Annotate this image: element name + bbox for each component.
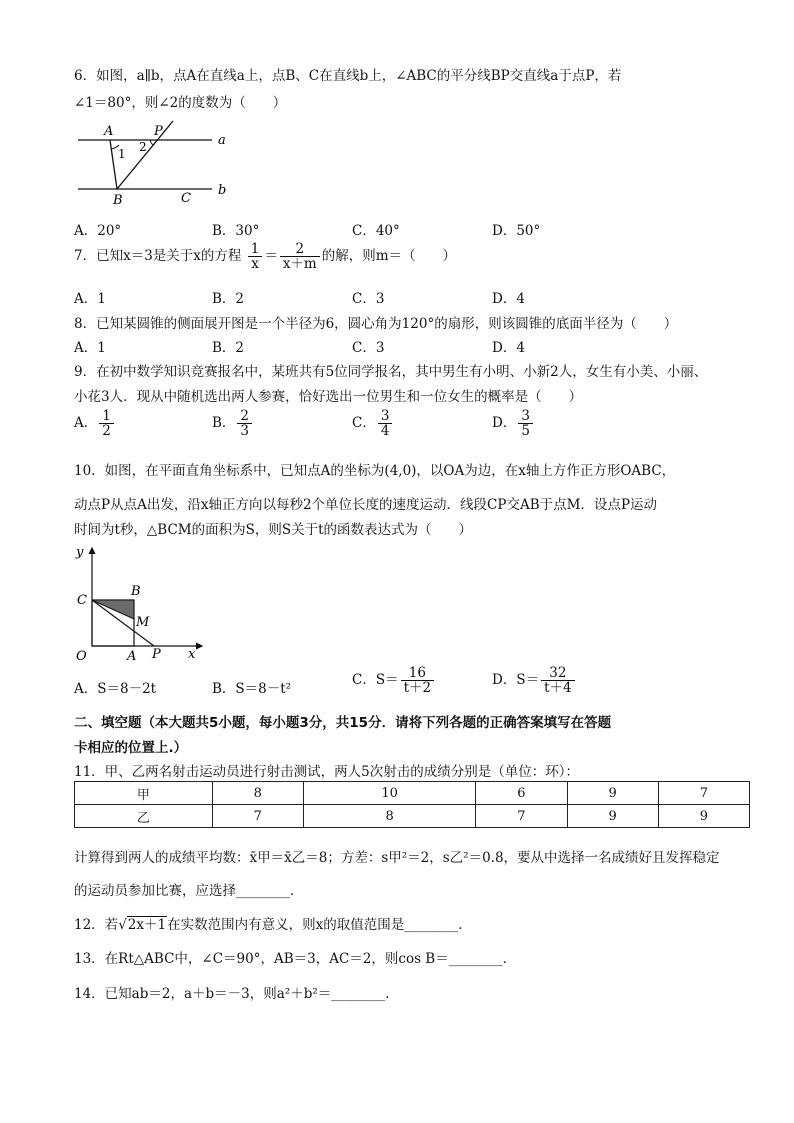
q9-option-a: A． $\frac{1}{2}$ [74,409,116,438]
q10-label-B: B [131,584,141,599]
sqrt-icon: √ [118,917,127,933]
q8-option-a: A．1 [74,340,106,356]
q14-line: 14．已知ab＝2，a＋b＝－3，则a²＋b²＝________． [74,986,399,1002]
q6-label-C: C [181,191,191,206]
q6-option-d: D．50° [492,223,541,239]
q11-intro: 11．甲、乙两名射击运动员进行射击测试，两人5次射击的成绩分别是（单位：环）： [74,764,580,780]
q9-option-b: B． $\frac{2}{3}$ [212,409,254,438]
q8-line: 8．已知某圆锥的侧面展开图是一个半径为6，圆心角为120°的扇形，则该圆锥的底面半径为（ ） [74,316,678,332]
q10-label-O: O [76,649,87,664]
q8-option-b: B．2 [212,340,245,356]
q7-line [74,242,456,271]
table-cell: 8 [303,805,475,828]
q6-line2: ∠1＝80°，则∠2的度数为（ ） [74,95,287,111]
q6-line1: 6．如图，a∥b，点A在直线a上，点B、C在直线b上，∠ABC的平分线BP交直线a于点P，若 [74,68,622,84]
table-cell: 7 [212,805,303,828]
q7-option-d: D．4 [492,291,525,307]
q10-line3: 时间为t秒，△BCM的面积为S，则S关于t的函数表达式为（ ） [74,522,473,538]
q12-radicand: 2x＋1 [127,917,167,933]
table-cell: 9 [567,805,658,828]
q10-label-A: A [127,649,137,664]
q6-option-c: C．40° [352,223,400,239]
q7-option-c: C．3 [352,291,385,307]
q7-option-b: B．2 [212,291,245,307]
q6-label-B: B [113,193,123,208]
q10-figure [72,542,212,664]
q10-line1: 10．如图，在平面直角坐标系中，已知点A的坐标为(4,0)，以OA为边，在x轴上方作正方形OABC， [74,463,676,479]
q10-line2: 动点P从点A出发，沿x轴正方向以每秒2个单位长度的速度运动．线段CP交AB于点M．设点P运动 [74,497,658,513]
q9-line2: 小花3人．现从中随机选出两人参赛，恰好选出一位男生和一位女生的概率是（ ） [74,389,583,405]
q8-option-c: C．3 [352,340,385,356]
section2-line2: 卡相应的位置上.） [74,740,188,756]
q8-option-d: D．4 [492,340,525,356]
q6-label-b: b [218,183,227,198]
table-cell: 8 [212,782,303,805]
q10-option-b: B．S＝8－t² [212,681,292,697]
table-cell: 9 [658,805,749,828]
q10-label-C: C [77,593,87,608]
q7-option-a: A．1 [74,291,106,307]
q10-option-a: A．S＝8－2t [74,681,157,697]
q7-pre: 7．已知 [74,248,124,265]
q10-option-c: C．S＝ $\frac{16}{t+2}$ [352,666,436,695]
table-cell: 7 [658,782,749,805]
table-cell: 9 [567,782,658,805]
table-cell: 甲 [75,782,213,805]
q7-cond: x＝3 [123,248,153,265]
q6-figure [70,118,240,208]
q9-line1: 9．在初中数学知识竞赛报名中，某班共有5位同学报名，其中男生有小明、小新2人，女生有小美、小丽、 [74,364,708,380]
table-row [75,805,750,828]
q10-label-P: P [152,647,161,662]
q11-score-table [74,781,750,828]
q11-line2: 计算得到两人的成绩平均数：x̄甲＝x̄乙＝8；方差：s甲²＝2，s乙²＝0.8，要从中选择一名成绩好且发挥稳定 [74,850,720,866]
q9-option-d: D． $\frac{3}{5}$ [492,409,535,438]
q6-label-P: P [154,124,163,139]
table-cell: 10 [303,782,475,805]
q9-option-c: C． $\frac{3}{4}$ [352,409,394,438]
table-cell: 乙 [75,805,213,828]
table-cell: 7 [476,805,567,828]
q7-eq: ＝ [264,248,278,265]
q6-label-a: a [218,133,226,148]
q7-fraction-2: $\frac{2}{x+m}$ [280,242,320,271]
section2-line1: 二、填空题（本大题共5小题，每小题3分，共15分．请将下列各题的正确答案填写在答题 [74,715,612,731]
q10-option-d: D．S＝ $\frac{32}{t+4}$ [492,666,577,695]
q7-mid: 是关于x的方程 [152,248,242,265]
q10-label-M: M [136,615,150,630]
q13-line: 13．在Rt△ABC中，∠C＝90°，AB＝3，AC＝2，则cos B＝________． [74,951,517,967]
q10-label-x: x [188,647,196,662]
q10-label-y: y [76,545,84,560]
q11-line3: 的运动员参加比赛，应选择________． [74,883,304,899]
q7-post: 的解，则m＝（ ） [321,248,457,265]
q6-label-A: A [104,124,114,139]
q6-label-2: 2 [139,140,147,154]
q6-option-b: B．30° [212,223,260,239]
q6-label-1: 1 [118,147,126,161]
q12-pre: 12．若 [74,917,119,933]
table-row [75,782,750,805]
q12-post: 在实数范围内有意义，则x的取值范围是________． [167,917,472,933]
q12-line [74,913,472,933]
table-cell: 6 [476,782,567,805]
q6-option-a: A．20° [74,223,122,239]
q7-fraction-1: $\frac{1}{x}$ [248,242,263,271]
